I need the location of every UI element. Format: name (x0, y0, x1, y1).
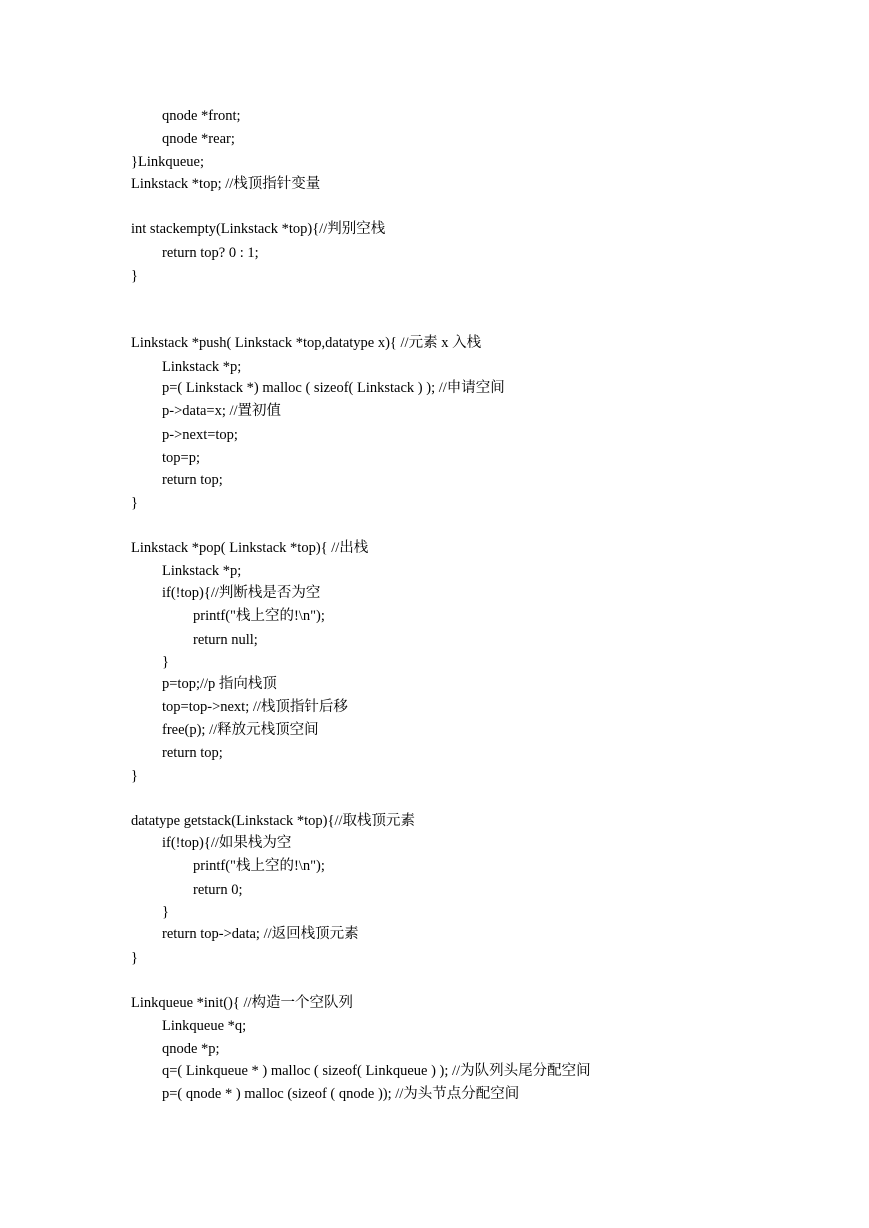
code-line: if(!top){//如果栈为空 (162, 835, 292, 851)
code-line: q=( Linkqueue * ) malloc ( sizeof( Linkqueue ) ); //为队列头尾分配空间 (162, 1063, 591, 1079)
code-line: } (162, 654, 169, 670)
code-line: printf("栈上空的!\n"); (193, 608, 325, 624)
code-line: } (131, 950, 138, 966)
code-line: } (131, 268, 138, 284)
code-line: qnode *front; (162, 108, 241, 124)
code-line: top=top->next; //栈顶指针后移 (162, 699, 348, 715)
code-line: return top; (162, 472, 223, 488)
code-line: Linkstack *p; (162, 563, 242, 579)
code-line: p->next=top; (162, 427, 238, 443)
code-line: return 0; (193, 882, 243, 898)
code-line: return top; (162, 745, 223, 761)
code-line: free(p); //释放元栈顶空间 (162, 722, 319, 738)
code-line: Linkqueue *init(){ //构造一个空队列 (131, 995, 354, 1011)
code-line: return top? 0 : 1; (162, 245, 259, 261)
code-line: p=( qnode * ) malloc (sizeof ( qnode )); //为头节点分配空间 (162, 1086, 520, 1102)
code-line: return null; (193, 632, 258, 648)
code-line: datatype getstack(Linkstack *top){//取栈顶元素 (131, 813, 416, 829)
code-line: } (131, 768, 138, 784)
code-line: }Linkqueue; (131, 154, 204, 170)
code-line: p=top;//p 指向栈顶 (162, 676, 277, 692)
code-line: printf("栈上空的!\n"); (193, 858, 325, 874)
code-line: Linkqueue *q; (162, 1018, 247, 1034)
code-line: } (162, 904, 169, 920)
code-line: Linkstack *p; (162, 359, 242, 375)
code-line: Linkstack *pop( Linkstack *top){ //出栈 (131, 540, 369, 556)
code-line: p->data=x; //置初值 (162, 403, 282, 419)
code-line: Linkstack *push( Linkstack *top,datatype x){ //元素 x 入栈 (131, 335, 482, 351)
code-line: Linkstack *top; //栈顶指针变量 (131, 176, 321, 192)
code-line: p=( Linkstack *) malloc ( sizeof( Linkstack ) ); //申请空间 (162, 380, 505, 396)
code-line: return top->data; //返回栈顶元素 (162, 926, 359, 942)
code-line: top=p; (162, 450, 200, 466)
code-document (131, 0, 831, 1228)
code-line: qnode *p; (162, 1041, 220, 1057)
code-line: qnode *rear; (162, 131, 235, 147)
code-line: int stackempty(Linkstack *top){//判别空栈 (131, 221, 386, 237)
code-line: if(!top){//判断栈是否为空 (162, 585, 321, 601)
code-line: } (131, 495, 138, 511)
